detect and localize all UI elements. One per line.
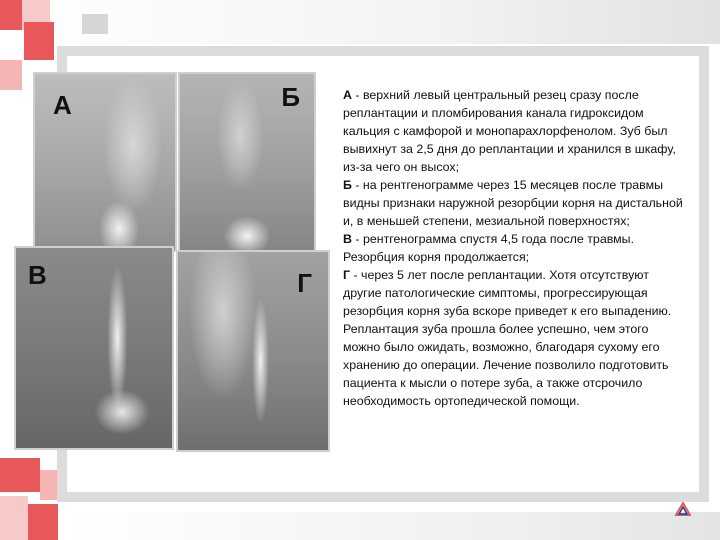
paragraph-c — [343, 230, 688, 266]
paragraph-b — [343, 176, 688, 230]
decor-bottom-band — [60, 512, 720, 540]
xray-panel-b — [178, 72, 316, 252]
triangle-logo-icon[interactable] — [675, 502, 691, 516]
decor-top-band — [0, 0, 720, 44]
xray-panel-c — [14, 246, 174, 450]
paragraph-a — [343, 86, 688, 176]
description-text — [343, 86, 688, 410]
paragraph-text: - верхний левый центральный резец сразу после реплантации и пломбирования канала гидроксидом кальция с камфорой и монопарахлорфенолом. Зуб был вывихнут за 2,5 дня до реплантации и хранился в шкафу, из-за чего он высох; — [343, 88, 676, 174]
xray-panel-a — [33, 72, 177, 252]
paragraph-d — [343, 266, 688, 410]
panel-label-a: А — [53, 90, 72, 120]
panel-label-c: В — [28, 260, 47, 290]
decor-square — [0, 60, 22, 90]
paragraph-letter: Г — [343, 268, 351, 282]
paragraph-letter: А — [343, 88, 352, 102]
paragraph-text: - рентгенограмма спустя 4,5 года после травмы. Резорбция корня продолжается; — [343, 232, 635, 264]
panel-label-d: Г — [297, 268, 312, 298]
decor-square — [28, 504, 58, 540]
decor-square — [0, 458, 40, 492]
decor-square — [40, 470, 58, 500]
paragraph-letter: В — [343, 232, 352, 246]
decor-square — [24, 22, 54, 60]
paragraph-text: - на рентгенограмме через 15 месяцев после травмы видны признаки наружной резорбции корня на дистальной и, в меньшей степени, мезиальной поверхностях; — [343, 178, 683, 228]
xray-panel-d — [176, 250, 330, 452]
decor-square — [0, 30, 24, 46]
decor-square — [0, 0, 22, 30]
paragraph-text: - через 5 лет после реплантации. Хотя отсутствуют другие патологические симптомы, прогрессирующая резорбция корня зуба вскоре приведет к его выпадению. Реплантация зуба прошла более успешно, чем этого можно было ожидать, возможно, благодаря сухому его хранению до операции. Лечение позволило подготовить пациента к мысли о потере зуба, а также отсрочило необходимость ортопедической помощи. — [343, 268, 672, 408]
decor-square — [82, 14, 108, 34]
paragraph-letter: Б — [343, 178, 352, 192]
decor-square — [0, 496, 28, 540]
panel-label-b: Б — [281, 82, 300, 112]
